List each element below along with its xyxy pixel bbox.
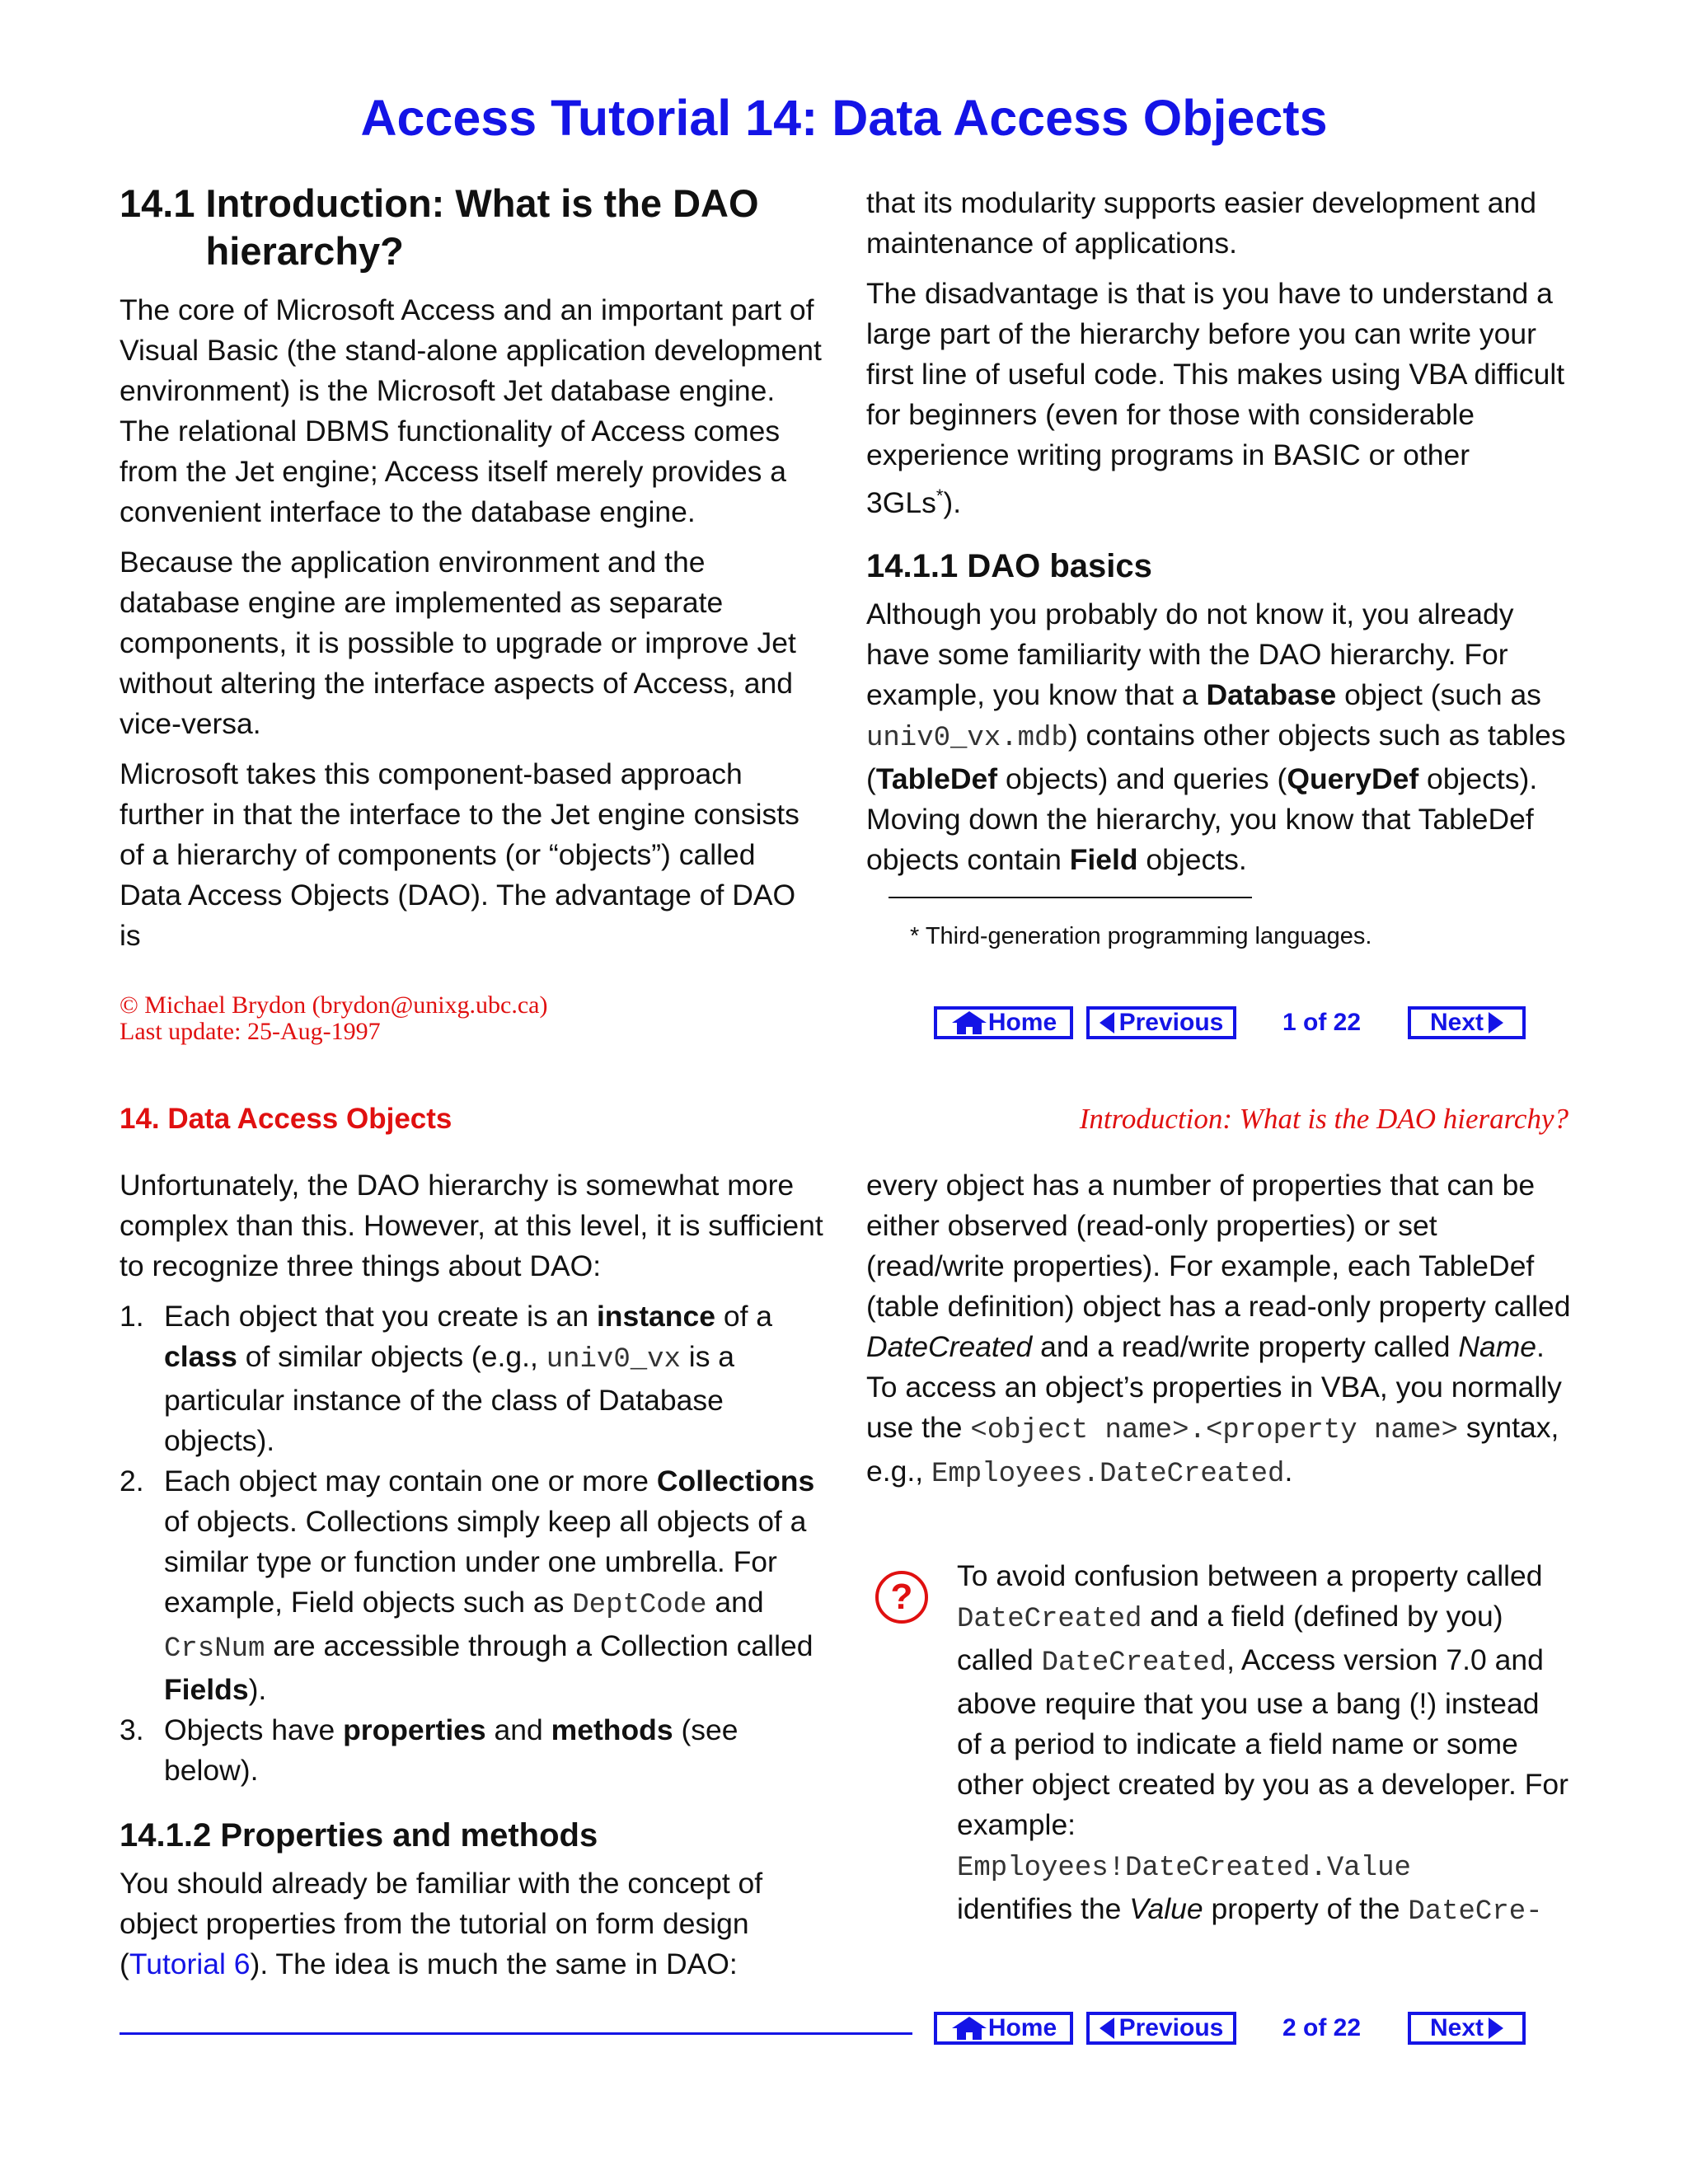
footnote: * Third-generation programming languages. (910, 923, 1372, 949)
italic-text: Name (1458, 1330, 1537, 1363)
arrow-left-icon (1100, 1012, 1114, 1033)
list-number: 1. (120, 1300, 144, 1333)
next-button[interactable] (1408, 2012, 1526, 2045)
code-text: DateCre- (1408, 1896, 1543, 1928)
right-column-page2 (866, 1165, 1571, 1505)
left-column-page1 (120, 180, 824, 966)
code-text: <object name>.<property name> (970, 1415, 1459, 1446)
code-text: Employees!DateCreated.Value (957, 1853, 1411, 1884)
home-button[interactable] (934, 2012, 1073, 2045)
home-label: Home (987, 1009, 1057, 1036)
previous-button[interactable] (1086, 2012, 1236, 2045)
bold-text: Fields (164, 1673, 249, 1706)
text: Each object may contain one or more (164, 1465, 657, 1497)
section-number: 14.1 (120, 181, 206, 225)
arrow-right-icon (1489, 2018, 1503, 2039)
bold-text: class (164, 1340, 237, 1373)
code-text: univ0_vx.mdb (866, 722, 1068, 754)
text: every object has a number of properties that can be either observed (read-only properties) or set (read/write properties). For example, each TableDef (table definition) object has a read-only property called (866, 1169, 1571, 1323)
list-item (120, 1710, 824, 1791)
code-text: univ0_vx (546, 1344, 681, 1376)
note-paragraph (957, 1556, 1571, 1933)
paragraph: that its modularity supports easier development and maintenance of applications. (866, 186, 1536, 260)
subsection-heading: 14.1.1 DAO basics (866, 547, 1152, 584)
bold-text: methods (551, 1713, 673, 1746)
next-button[interactable] (1408, 1006, 1526, 1039)
code-text: CrsNum (164, 1633, 265, 1665)
section-heading (120, 180, 824, 275)
bold-text: Collections (656, 1465, 815, 1497)
running-header-left: 14. Data Access Objects (120, 1103, 452, 1135)
text: You should already be familiar with the concept of object properties from the tutorial on form design ( (120, 1867, 763, 1980)
text: . To access an object’s properties in VBA, you normally use the (866, 1330, 1562, 1444)
bold-text: TableDef (875, 762, 998, 795)
home-button[interactable] (934, 1006, 1073, 1039)
code-text: DeptCode (572, 1590, 707, 1621)
paragraph: The core of Microsoft Access and an important part of Visual Basic (the stand-alone application development environment) is the Microsoft Jet database engine. The relational DBMS functionality of Access comes from the Jet engine; Access itself merely provides a convenient interface to the database engine. (120, 293, 822, 528)
text: objects. (1137, 842, 1247, 876)
bold-text: Field (1069, 842, 1138, 876)
text: identifies the (957, 1892, 1130, 1925)
text: and a read/write property called (1032, 1330, 1459, 1363)
bold-text: Database (1206, 677, 1337, 711)
note-block (957, 1556, 1571, 1943)
text: is a particular instance of the class of Database objects). (164, 1340, 735, 1457)
home-label: Home (987, 2014, 1057, 2041)
copyright: © Michael Brydon (brydon@unixg.ubc.ca) (120, 991, 548, 1019)
home-icon (950, 1010, 988, 1035)
paragraph-text: The disadvantage is that is you have to understand a large part of the hierarchy before you can write your first line of useful code. This makes using VBA difficult for beginners (even for those with considerable experience writing programs in BASIC or other 3GLs (866, 277, 1565, 519)
text: and (706, 1586, 764, 1619)
list-item (120, 1296, 824, 1461)
code-text: DateCreated (957, 1604, 1142, 1635)
previous-button[interactable] (1086, 1006, 1236, 1039)
footer-divider (120, 2032, 912, 2035)
page-indicator: 2 of 22 (1282, 2014, 1362, 2041)
text: ). The idea is much the same in DAO: (250, 1947, 738, 1980)
bold-text: properties (343, 1713, 486, 1746)
list-item (120, 1461, 824, 1710)
text: To avoid confusion between a property called (957, 1559, 1543, 1592)
bold-text: instance (596, 1300, 715, 1333)
arrow-right-icon (1489, 1012, 1503, 1033)
italic-text: DateCreated (866, 1330, 1033, 1363)
bold-text: QueryDef (1287, 762, 1419, 795)
code-text: DateCreated (1041, 1647, 1227, 1679)
list-number: 3. (120, 1713, 144, 1746)
text: ). (248, 1673, 267, 1706)
paragraph: Because the application environment and the database engine are implemented as separate components, it is possible to upgrade or improve Jet without altering the interface aspects of Access, and vice-versa. (120, 546, 796, 740)
text: object (such as (1336, 677, 1541, 711)
text: of similar objects (e.g., (237, 1340, 546, 1373)
paragraph (866, 594, 1571, 880)
previous-label: Previous (1118, 2014, 1224, 2041)
text: of a (715, 1300, 773, 1333)
running-header-right: Introduction: What is the DAO hierarchy? (1079, 1103, 1568, 1135)
last-update: Last update: 25-Aug-1997 (120, 1018, 381, 1045)
text: objects). Moving down the hierarchy, you know that TableDef objects contain (866, 762, 1538, 876)
text: Objects have (164, 1713, 344, 1746)
paragraph (120, 1863, 824, 1985)
text: property of the (1203, 1892, 1409, 1925)
code-text: Employees.DateCreated (931, 1459, 1285, 1490)
arrow-left-icon (1100, 2018, 1114, 2039)
footnote-divider (889, 897, 1252, 898)
paragraph (866, 1165, 1571, 1495)
text: syntax, e.g., (866, 1411, 1559, 1488)
text: Each object that you create is an (164, 1300, 597, 1333)
next-label: Next (1429, 1009, 1484, 1036)
italic-text: Value (1129, 1892, 1203, 1925)
paragraph: Unfortunately, the DAO hierarchy is somewhat more complex than this. However, at this level, it is sufficient to recognize three things about DAO: (120, 1169, 823, 1282)
list-number: 2. (120, 1465, 144, 1497)
text: and (485, 1713, 551, 1746)
previous-label: Previous (1118, 1009, 1224, 1036)
text: ) contains other objects such as tables ( (866, 718, 1566, 795)
paragraph-text: ). (943, 485, 962, 519)
text: . (1284, 1455, 1293, 1488)
text: (see below). (164, 1713, 738, 1787)
text: of objects. Collections simply keep all objects of a similar type or function under one umbrella. For example, Field objects such as (164, 1505, 807, 1619)
subsection-heading: 14.1.2 Properties and methods (120, 1817, 598, 1854)
numbered-list (120, 1296, 824, 1791)
paragraph: Microsoft takes this component-based approach further in that the interface to the Jet engine consists of a hierarchy of components (or “objects”) called Data Access Objects (DAO). The advantage of DAO is (120, 757, 799, 952)
text: and a field (defined by you) called (957, 1600, 1503, 1676)
home-icon (950, 2016, 988, 2041)
text: objects) and queries ( (997, 762, 1287, 795)
section-heading-text: Introduction: What is the DAO hierarchy? (205, 181, 759, 273)
text: Although you probably do not know it, you already have some familiarity with the DAO hierarchy. For example, you know that a (866, 597, 1514, 711)
next-label: Next (1429, 2014, 1484, 2041)
page-title: Access Tutorial 14: Data Access Objects (360, 90, 1328, 146)
tutorial-6-link[interactable]: Tutorial 6 (129, 1947, 251, 1980)
paragraph (866, 274, 1571, 523)
left-column-page2 (120, 1165, 824, 1994)
footnote-marker: * (935, 485, 944, 506)
question-icon: ? (875, 1571, 928, 1624)
text: , Access version 7.0 and above require that you use a bang (!) instead of a period to indicate a field name or some other object created by you as a developer. For example: (957, 1643, 1568, 1841)
text: are accessible through a Collection called (265, 1629, 814, 1662)
right-column-page1 (866, 183, 1571, 890)
page-indicator: 1 of 22 (1282, 1009, 1362, 1036)
